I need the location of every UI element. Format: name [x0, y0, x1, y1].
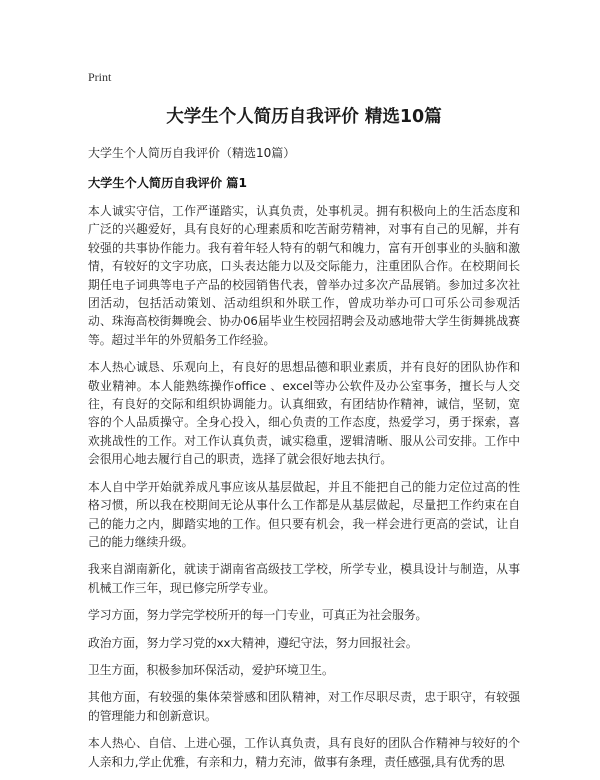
paragraph: 我来自湖南新化，就读于湖南省高级技工学校，所学专业，模具设计与制造，从事机械工作三年，现已修完所学专业。: [88, 562, 520, 595]
paragraph: 本人诚实守信，工作严谨踏实，认真负责，处事机灵。拥有积极向上的生活态度和广泛的兴趣爱好，具有良好的心理素质和吃苦耐劳精神，对事有自己的见解，并有较强的共事协作能力。我有着年轻人特有的朝气和魄力，富有开创事业的头脑和激情，有较好的文字功底，口头表达能力以及交际能力，注重团队合作。在校期间长期任电子词典等电子产品的校园销售代表，曾举办过多次产品展销。参加过多次社团活动，包括活动策划、活动组织和外联工作，曾成功举办可口可乐公司参观活动、珠海高校街舞晚会、协办06届毕业生校园招聘会及动感地带大学生街舞挑战赛等。超过半年的外贸船务工作经验。: [88, 204, 520, 347]
paragraph: 本人热心、自信、上进心强，工作认真负责，具有良好的团队合作精神与较好的个人亲和力,学止优雅，有亲和力，精力充沛，做事有条理，责任感强,具有优秀的思: [88, 736, 520, 769]
paragraph: 卫生方面，积极参加环保活动，爱护环境卫生。: [88, 662, 334, 677]
paragraph: 本人热心诚恳、乐观向上，有良好的思想品德和职业素质，并有良好的团队协作和敬业精神。本人能熟练操作office 、excel等办公软件及办公室事务，擅长与人交往，有良好的交际和组织协调能力。认真细致，有团结协作精神，诚信，坚韧，宽容的个人品质操守。全身心投入，细心负责的工作态度，热爱学习，勇于探索，喜欢挑战性的工作。对工作认真负责，诚实稳重，逻辑清晰、服从公司安排。工作中会很用心地去履行自己的职责，选择了就会很好地去执行。: [88, 360, 520, 467]
print-link[interactable]: Print: [88, 70, 112, 84]
paragraph: 学习方面，努力学完学校所开的每一门专业，可真正为社会服务。: [88, 608, 428, 623]
paragraph: 其他方面，有较强的集体荣誉感和团队精神，对工作尽职尽责，忠于职守，有较强的管理能力和创新意识。: [88, 690, 520, 723]
paragraph: 本人自中学开始就养成凡事应该从基层做起，并且不能把自己的能力定位过高的性格习惯，所以我在校期间无论从事什么工作都是从基层做起，尽量把工作约束在自己的能力之内，脚踏实地的工作。但只要有机会，我一样会进行更高的尝试，让自己的能力继续升级。: [88, 479, 520, 549]
paragraph: 政治方面，努力学习党的xx大精神，遵纪守法，努力回报社会。: [88, 635, 418, 650]
section-heading: 大学生个人简历自我评价 篇1: [88, 176, 247, 190]
document-page: [88, 70, 520, 780]
document-subtitle: 大学生个人简历自我评价（精选10篇）: [88, 146, 296, 160]
page-title: 大学生个人简历自我评价 精选10篇: [166, 107, 442, 127]
